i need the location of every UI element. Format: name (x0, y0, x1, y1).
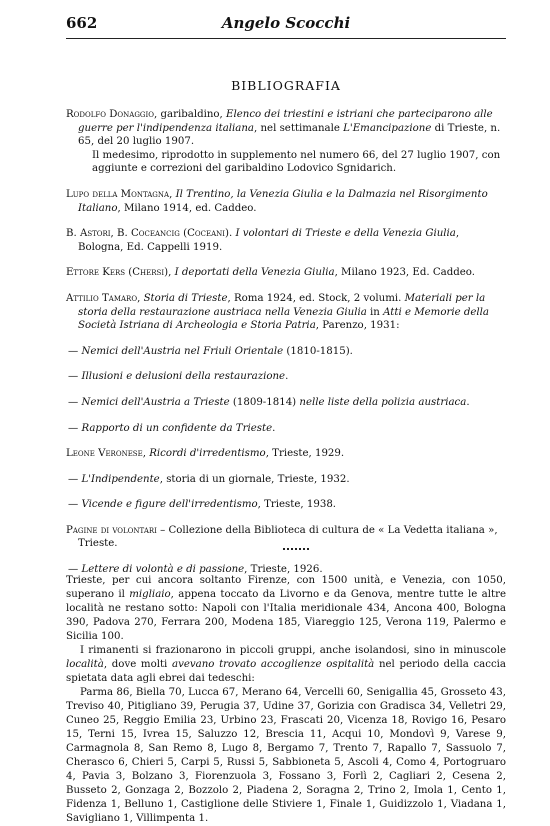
page-number: 662 (66, 14, 98, 32)
entry-author: Lupo della Montagna (66, 188, 170, 200)
bibliography-entry (66, 188, 506, 215)
entry-title: I deportati della Venezia Giulia (174, 267, 335, 279)
running-title: Angelo Scocchi (221, 14, 351, 32)
dash: — (68, 345, 82, 357)
footnote-emphasis: località (66, 659, 104, 670)
entry-title: I volontari di Trieste e della Venezia Giulia (235, 228, 456, 240)
subentry-title: Nemici dell'Austria a Trieste (81, 396, 230, 408)
subentry-text: , Trieste, 1938. (257, 499, 337, 511)
dash: — (68, 422, 82, 434)
bibliography-subentry (66, 422, 506, 436)
bibliography-subentry (66, 396, 506, 410)
subentry-text: . (285, 371, 289, 383)
entry-author: Pagine di volontari (66, 524, 157, 536)
subentry-text: (1809-1814) (229, 396, 300, 408)
subentry-title: Illusioni e delusioni della restaurazione (81, 371, 286, 383)
subentry-text: , Trieste, 1926. (244, 564, 323, 576)
dash: — (68, 473, 82, 485)
footnote-emphasis: migliaio (129, 589, 171, 600)
entry-title: Materiali per la storia della restaurazione austriaca nella Venezia Giulia (78, 292, 486, 318)
bibliography-subentry (66, 498, 506, 512)
entry-text: , (137, 292, 144, 304)
entry-author: B. Astori, B. Coceancig (Coceani) (66, 228, 230, 240)
dash: — (68, 499, 82, 511)
dash: — (68, 564, 82, 576)
subentry-title: Lettere di volontà e di passione (81, 564, 245, 576)
subentry-text: . (466, 396, 470, 408)
entry-author: Rodolfo Donaggio (66, 109, 155, 120)
entry-text: , garibaldino, (154, 109, 227, 120)
footnote-text: , dove molti (103, 659, 173, 670)
header-rule (66, 38, 506, 39)
subentry-title: L'Indipendente (81, 473, 160, 485)
bibliography-entry (66, 447, 506, 461)
entry-text: , Parenzo, 1931: (315, 320, 400, 332)
entry-text: – Collezione della Biblioteca di cultura de « La Vedetta italiana », Trieste. (78, 524, 498, 550)
entry-text: , Milano 1923, Ed. Caddeo. (334, 267, 475, 279)
footnote (66, 574, 506, 826)
entry-author: Attilio Tamaro (66, 292, 138, 304)
footnote-emphasis: avevano trovato accoglienze ospitalità (172, 659, 375, 670)
footnote-text: Trieste, per cui ancora soltanto Firenze, con 1500 unità, e Venezia, con 1050, superano il (66, 575, 506, 600)
footnote-text: nel periodo della caccia spietata data agli ebrei dai tedeschi: (66, 659, 507, 684)
footnote-paragraph (66, 574, 506, 644)
subentry-title: Rapporto di un confidente da Trieste (81, 422, 273, 434)
entry-text: di Trieste, n. 65, del 20 luglio 1907. (78, 122, 501, 148)
entry-text: , (169, 188, 176, 200)
entry-title: L'Emancipazione (343, 122, 432, 134)
entry-text: , Trieste, 1929. (265, 448, 345, 460)
entry-title: Il Trentino, la Venezia Giulia e la Dalmazia nel Risorgimento Italiano (78, 188, 488, 214)
dash: — (68, 396, 82, 408)
bibliography-subentry (66, 345, 506, 359)
entry-title: Ricordi d'irredentismo (149, 448, 266, 460)
bibliography-subentry (66, 473, 506, 487)
bibliography-entry (66, 266, 506, 280)
entry-text: , Milano 1914, ed. Caddeo. (117, 202, 257, 214)
subentry-text: (1810-1815). (283, 345, 353, 357)
bibliography-entry (66, 524, 506, 551)
subentry-text: . (272, 422, 276, 434)
bibliography-entry (66, 292, 506, 333)
entry-text: , (168, 267, 175, 279)
footnote-city-list: Parma 86, Biella 70, Lucca 67, Merano 64, Vercelli 60, Senigallia 45, Grosseto 43, Treviso 40, Pitigliano 39, Perugia 37, Udine 37, Gorizia con Gradisca 34, Velletri 29, Cuneo 25, Reggio Emilia 23, Urbino 23, Frascati 20, Vicenza 18, Rovigo 16, Pesaro 15, Terni 15, Ivrea 15, Saluzzo 12, Brescia 11, Acqui 10, Mondovì 9, Varese 9, Carmagnola 8, San Remo 8, Lugo 8, Bergamo 7, Trento 7, Rapallo 7, Sassuolo 7, Cherasco 6, Chieri 5, Carpi 5, Russi 5, Sabbioneta 5, Ascoli 4, Como 4, Portogruaro 4, Pavia 3, Bolzano 3, Fiorenzuola 3, Fossano 3, Forlì 2, Cagliari 2, Cesena 2, Busseto 2, Gonzaga 2, Bozzolo 2, Piadena 2, Soragna 2, Trino 2, Imola 1, Cento 1, Fidenza 1, Belluno 1, Castiglione delle Stiviere 1, Finale 1, Guidizzolo 1, Viadana 1, Savigliano 1, Villimpenta 1. (66, 687, 506, 824)
entry-note: Il medesimo, riprodotto in supplemento nel numero 66, del 27 luglio 1907, con aggiunte e correzioni del garibaldino Lodovico Sgnidarich. (92, 149, 501, 175)
entry-title: Atti e Memorie della Società Istriana di Archeologia e Storia Patria (78, 306, 489, 332)
entry-text: , nel settimanale (254, 122, 344, 134)
dash: — (68, 371, 82, 383)
footnote-text: , appena toccato da Livorno e da Genova, mentre tutte le altre località ne restano sotto: Napoli con l'Italia meridionale 434, Ancona 400, Bologna 390, Padova 270, Ferrara 200, Modena 185, Viareggio 125, Verona 119, Palermo e Sicilia 100. (66, 589, 506, 642)
entry-text: , (142, 448, 150, 460)
entry-text: , Roma 1924, ed. Stock, 2 volumi. (227, 292, 405, 304)
subentry-title: Vicende e figure dell'irredentismo (81, 499, 258, 511)
page-header (66, 14, 506, 36)
bibliography-subentry (66, 370, 506, 384)
entry-title: Elenco dei triestini e istriani che parteciparono alle guerre per l'indipendenza italiana (78, 109, 493, 134)
footnote-paragraph (66, 644, 506, 686)
footnote-text: I rimanenti si frazionarono in piccoli gruppi, anche isolandosi, sino in minuscole (80, 645, 506, 656)
section-title: BIBLIOGRAFIA (231, 78, 341, 93)
section-end-mark (283, 548, 309, 553)
entry-text: . (229, 228, 236, 240)
bibliography-entry (66, 227, 506, 254)
entry-text: , Bologna, Ed. Cappelli 1919. (78, 228, 460, 253)
entry-text: in (366, 306, 384, 318)
bibliography-list (66, 108, 506, 589)
subentry-text: , storia di un giornale, Trieste, 1932. (159, 473, 350, 485)
subentry-title: Nemici dell'Austria nel Friuli Orientale (81, 345, 284, 357)
bibliography-entry (66, 108, 506, 176)
subentry-title: nelle liste della polizia austriaca (299, 396, 467, 408)
entry-author: Ettore Kers (Chersi) (66, 267, 169, 279)
entry-title: Storia di Trieste (143, 292, 228, 304)
entry-author: Leone Veronese (66, 448, 143, 460)
